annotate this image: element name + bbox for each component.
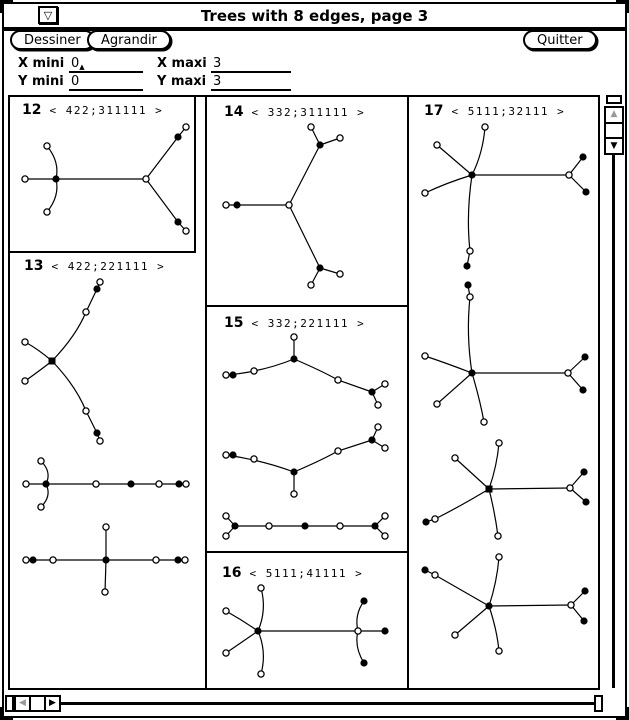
hscroll-right-button[interactable] — [46, 697, 59, 710]
vscroll-down-button[interactable] — [606, 139, 622, 153]
x-mini-input[interactable]: 0▲ — [69, 56, 143, 73]
tree-17a — [422, 124, 590, 270]
panel-label-12: 12 < 422;311111 > — [22, 102, 164, 118]
tree-15b — [223, 424, 388, 497]
scroll-down-icon: ▼ — [610, 140, 618, 151]
scroll-up-icon: ▲ — [610, 109, 618, 120]
hscroll-track[interactable] — [61, 702, 594, 705]
x-maxi-label: X maxi — [157, 56, 207, 71]
quitter-button[interactable]: Quitter — [523, 30, 597, 50]
dessiner-button[interactable]: Dessiner — [10, 30, 95, 50]
vscroll-elevator — [604, 106, 624, 155]
panel-label-13: 13 < 422;221111 > — [24, 258, 166, 274]
panel-label-17: 17 < 5111;32111 > — [424, 103, 566, 119]
tree-12 — [22, 124, 189, 234]
panel-label-14: 14 < 332;311111 > — [224, 104, 366, 120]
y-maxi-input[interactable]: 3 — [211, 74, 291, 91]
hscroll-left-button[interactable] — [16, 697, 31, 710]
agrandir-button[interactable]: Agrandir — [87, 30, 171, 50]
panel-label-15: 15 < 332;221111 > — [224, 315, 366, 331]
tree-17c — [422, 440, 589, 539]
tree-13b — [23, 458, 189, 510]
panel-label-16: 16 < 5111;41111 > — [222, 565, 364, 581]
hscroll-elevator — [14, 695, 61, 712]
tree-16 — [223, 585, 389, 677]
tree-15c — [223, 513, 388, 539]
y-mini-input[interactable]: 0 — [69, 74, 143, 91]
vscroll-drag-box[interactable] — [606, 124, 622, 140]
hscroll-drag-box[interactable] — [31, 697, 46, 710]
text-caret-icon: ▲ — [79, 63, 85, 71]
x-mini-label: X mini — [18, 56, 65, 71]
tree-14 — [223, 124, 343, 288]
hscroll-right-anchor[interactable] — [594, 695, 603, 712]
window-menu-icon: ▽ — [43, 8, 53, 22]
vscroll-up-button[interactable] — [606, 108, 622, 124]
vscroll-top-anchor[interactable] — [606, 95, 622, 104]
window-title: Trees with 8 edges, page 3 — [200, 7, 429, 25]
tree-17d — [421, 554, 588, 654]
scroll-left-icon: ◀ — [19, 698, 26, 708]
hscroll-left-anchor[interactable] — [5, 695, 14, 712]
x-maxi-input[interactable]: 3 — [211, 56, 291, 73]
tree-17b — [422, 281, 589, 425]
y-mini-label: Y mini — [18, 74, 64, 89]
scroll-right-icon: ▶ — [49, 698, 56, 708]
vscroll-track[interactable] — [612, 155, 615, 688]
y-maxi-label: Y maxi — [157, 74, 207, 89]
tree-13c — [23, 524, 188, 595]
tree-13 — [22, 279, 103, 444]
tree-15a — [223, 334, 388, 408]
